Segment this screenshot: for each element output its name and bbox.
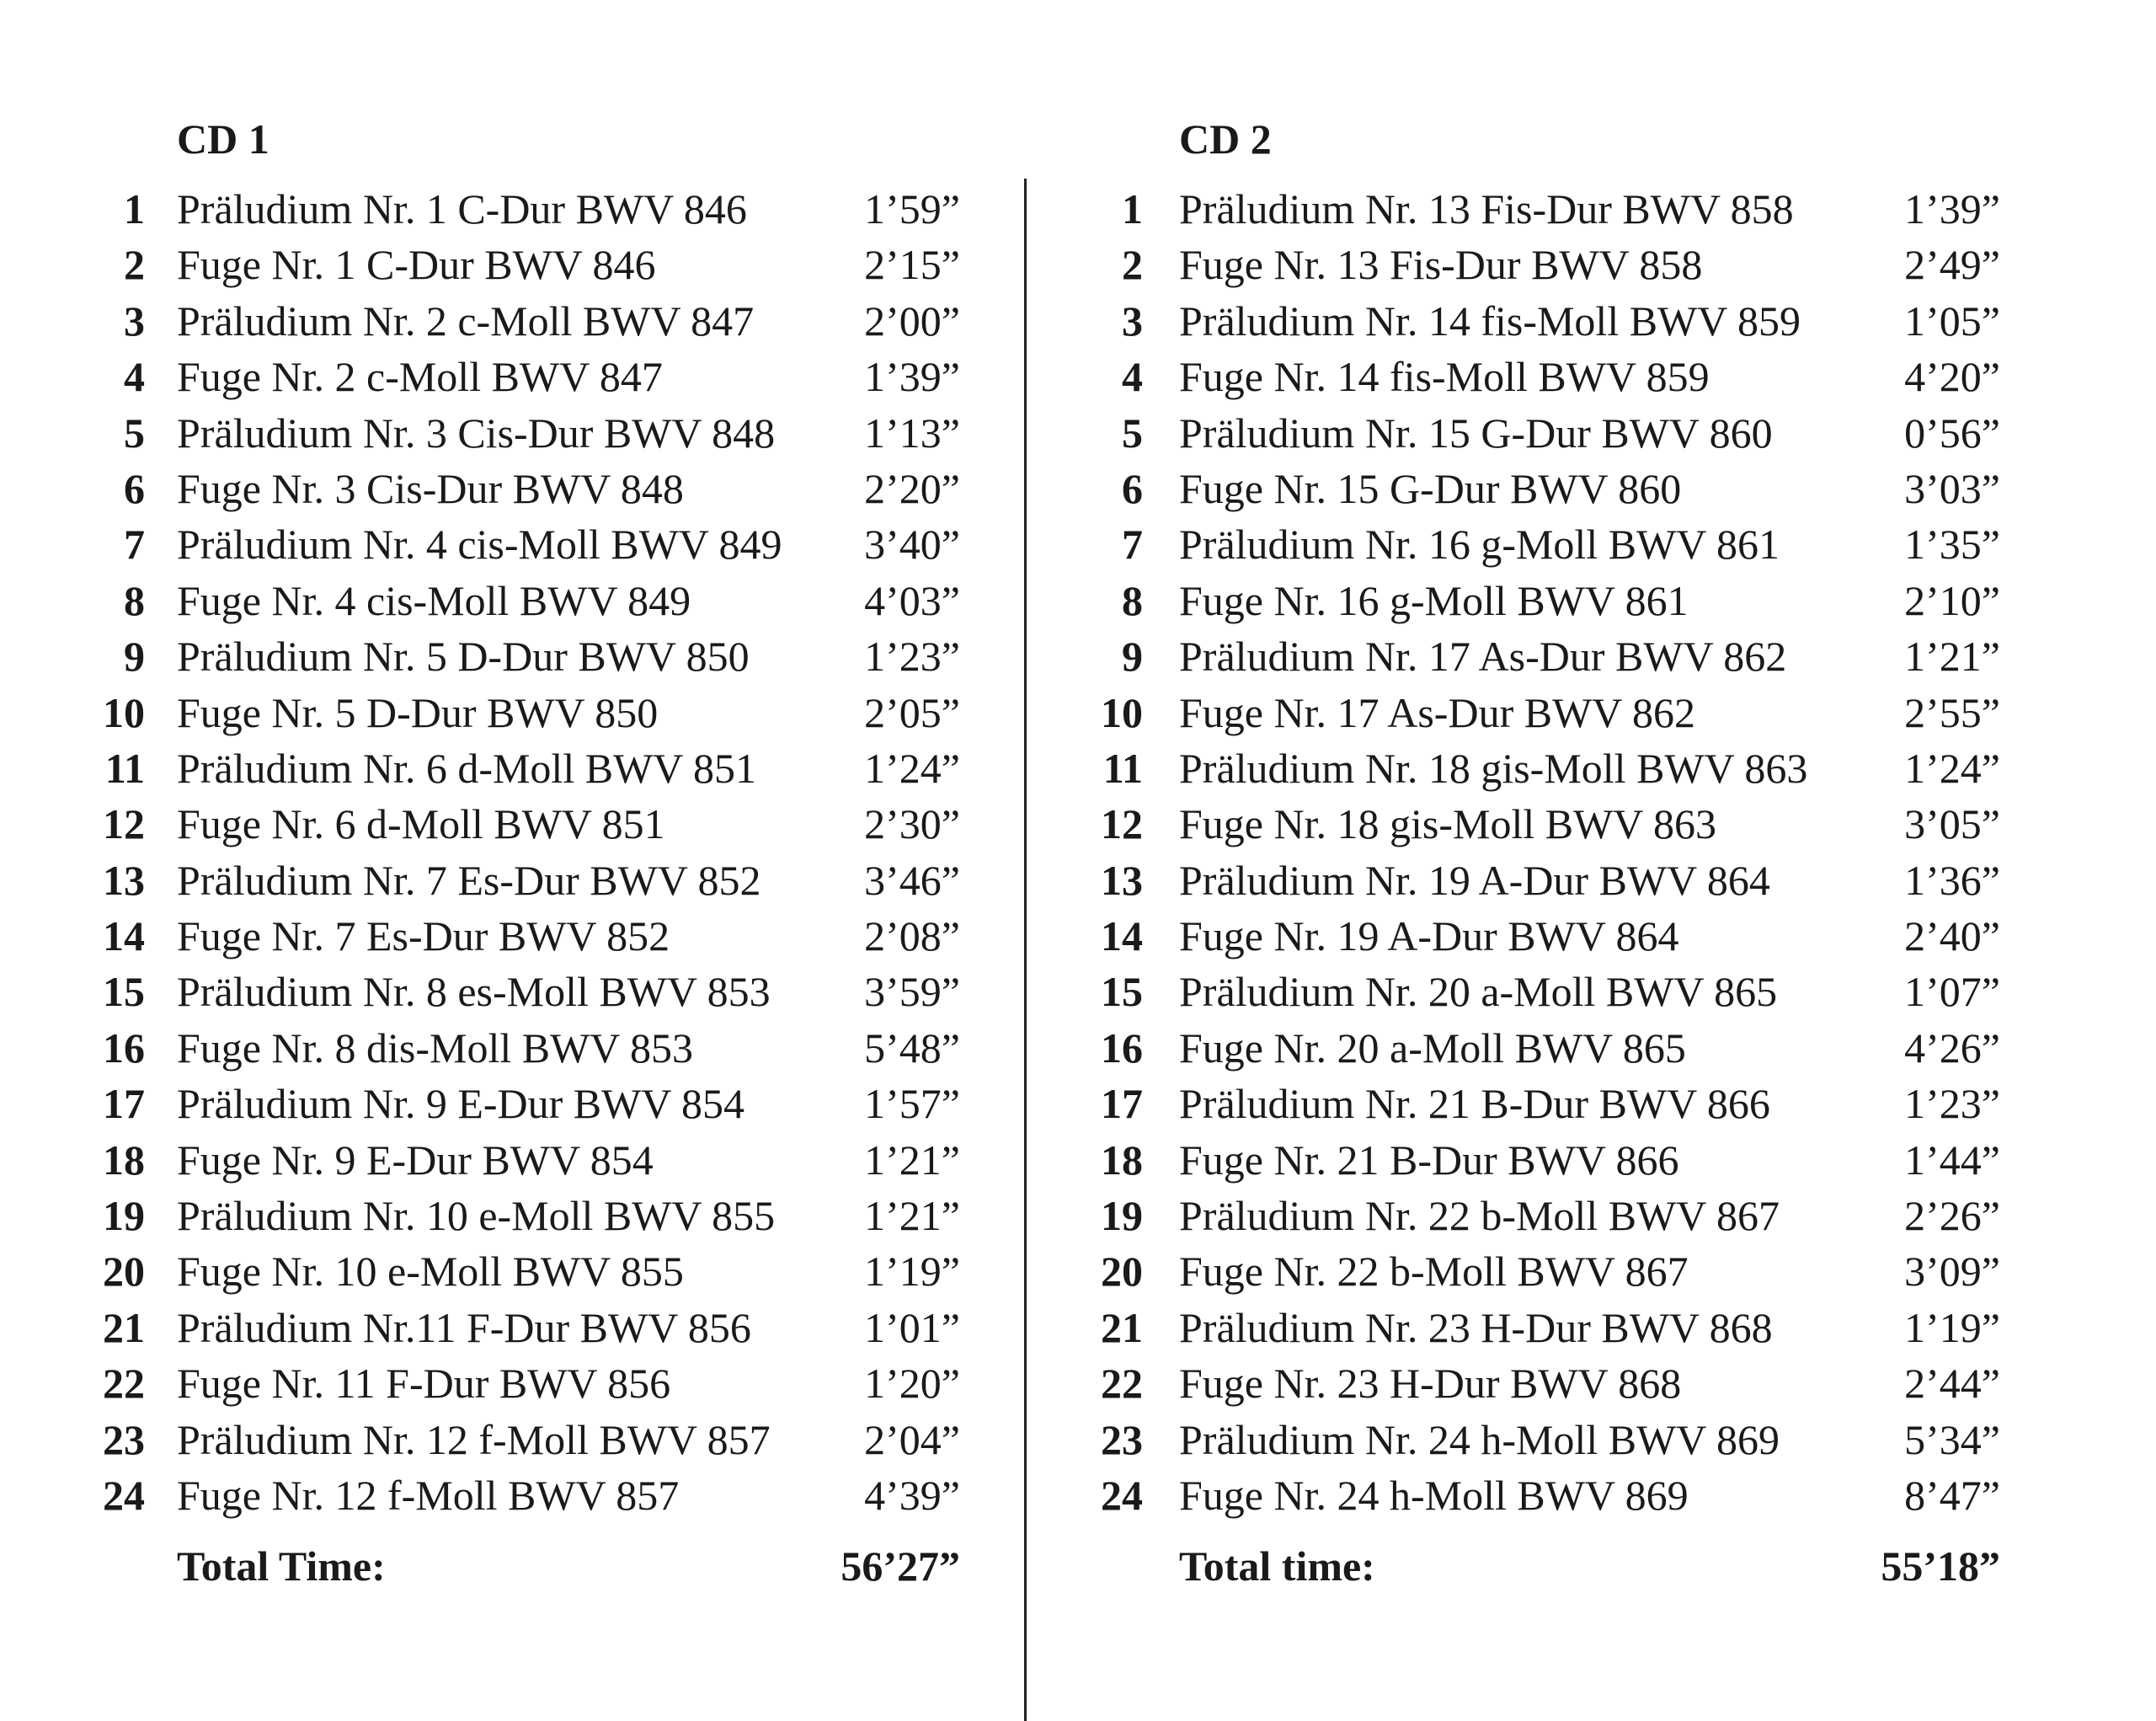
track-row: [1065, 796, 2000, 852]
track-number: 17: [1101, 1080, 1143, 1128]
track-row: [1065, 964, 2000, 1019]
track-row: [1065, 293, 2000, 349]
track-row: [67, 740, 960, 796]
track-title: Fuge Nr. 3 Cis-Dur BWV 848: [177, 464, 684, 512]
track-title: Präludium Nr. 18 gis-Moll BWV 863: [1179, 744, 1808, 792]
track-row: [1065, 1020, 2000, 1076]
track-duration: 4’03”: [864, 576, 960, 624]
track-row: [1065, 1467, 2000, 1523]
track-number: 4: [124, 353, 145, 401]
track-row: [67, 181, 960, 237]
track-duration: 1’21”: [864, 1136, 960, 1184]
track-number: 8: [124, 576, 145, 624]
track-number: 14: [103, 912, 145, 960]
track-row: [1065, 405, 2000, 461]
track-row: [1065, 1188, 2000, 1243]
track-title: Fuge Nr. 4 cis-Moll BWV 849: [177, 576, 691, 624]
track-duration: 2’26”: [1904, 1192, 2000, 1240]
column-divider: [1024, 179, 1027, 1721]
track-title: Fuge Nr. 13 Fis-Dur BWV 858: [1179, 241, 1703, 289]
track-number: 5: [124, 409, 145, 457]
track-duration: 1’44”: [1904, 1136, 2000, 1184]
track-duration: 1’39”: [864, 353, 960, 401]
track-title: Präludium Nr. 13 Fis-Dur BWV 858: [1179, 185, 1794, 232]
track-number: 3: [124, 297, 145, 345]
track-title: Präludium Nr. 20 a-Moll BWV 865: [1179, 968, 1778, 1016]
track-duration: 3’59”: [864, 968, 960, 1016]
track-row: [1065, 1132, 2000, 1188]
track-duration: 1’21”: [864, 1192, 960, 1240]
track-duration: 1’23”: [1904, 1080, 2000, 1128]
track-number: 21: [103, 1303, 145, 1351]
track-duration: 0’56”: [1904, 409, 2000, 457]
track-title: Fuge Nr. 1 C-Dur BWV 846: [177, 241, 656, 289]
track-title: Präludium Nr. 14 fis-Moll BWV 859: [1179, 297, 1801, 345]
track-title: Präludium Nr. 23 H-Dur BWV 868: [1179, 1303, 1773, 1351]
track-title: Fuge Nr. 8 dis-Moll BWV 853: [177, 1024, 693, 1072]
track-title: Fuge Nr. 6 d-Moll BWV 851: [177, 800, 665, 848]
track-number: 24: [1101, 1471, 1143, 1519]
cd1-track-list: [67, 181, 960, 1523]
track-duration: 3’03”: [1904, 464, 2000, 512]
cd1-total-row: [67, 1537, 960, 1595]
track-row: [1065, 1076, 2000, 1131]
track-title: Präludium Nr. 15 G-Dur BWV 860: [1179, 409, 1773, 457]
track-number: 6: [124, 464, 145, 512]
track-row: [1065, 1243, 2000, 1299]
track-number: 20: [103, 1248, 145, 1296]
track-duration: 2’04”: [864, 1415, 960, 1463]
track-row: [67, 349, 960, 404]
track-title: Fuge Nr. 17 As-Dur BWV 862: [1179, 688, 1695, 736]
track-number: 9: [124, 633, 145, 681]
track-title: Fuge Nr. 16 g-Moll BWV 861: [1179, 576, 1689, 624]
track-duration: 1’59”: [864, 185, 960, 232]
track-number: 16: [103, 1024, 145, 1072]
track-title: Präludium Nr. 4 cis-Moll BWV 849: [177, 521, 782, 569]
track-row: [67, 1412, 960, 1467]
track-title: Präludium Nr. 16 g-Moll BWV 861: [1179, 521, 1780, 569]
track-duration: 1’24”: [1904, 744, 2000, 792]
track-duration: 4’26”: [1904, 1024, 2000, 1072]
track-row: [67, 1467, 960, 1523]
track-number: 3: [1122, 297, 1143, 345]
track-title: Fuge Nr. 14 fis-Moll BWV 859: [1179, 353, 1710, 401]
cd1-total-label: Total Time:: [177, 1542, 386, 1590]
track-title: Fuge Nr. 18 gis-Moll BWV 863: [1179, 800, 1716, 848]
track-duration: 8’47”: [1904, 1471, 2000, 1519]
track-row: [1065, 1355, 2000, 1411]
track-number: 12: [1101, 800, 1143, 848]
cd2-total-row: [1065, 1537, 2000, 1595]
cd1-heading: CD 1: [177, 115, 270, 163]
track-number: 18: [1101, 1136, 1143, 1184]
track-title: Präludium Nr. 24 h-Moll BWV 869: [1179, 1415, 1780, 1463]
track-title: Fuge Nr. 21 B-Dur BWV 866: [1179, 1136, 1679, 1184]
track-number: 17: [103, 1080, 145, 1128]
track-number: 16: [1101, 1024, 1143, 1072]
track-title: Fuge Nr. 12 f-Moll BWV 857: [177, 1471, 680, 1519]
track-title: Fuge Nr. 20 a-Moll BWV 865: [1179, 1024, 1686, 1072]
track-number: 24: [103, 1471, 145, 1519]
track-title: Präludium Nr. 1 C-Dur BWV 846: [177, 185, 747, 232]
track-number: 1: [124, 185, 145, 232]
track-duration: 3’09”: [1904, 1248, 2000, 1296]
track-title: Fuge Nr. 2 c-Moll BWV 847: [177, 353, 663, 401]
track-row: [1065, 573, 2000, 628]
cd2-total-time: 55’18”: [1881, 1542, 2000, 1590]
track-duration: 2’49”: [1904, 241, 2000, 289]
track-number: 9: [1122, 633, 1143, 681]
track-number: 13: [1101, 856, 1143, 904]
track-row: [67, 516, 960, 572]
track-duration: 2’20”: [864, 464, 960, 512]
track-title: Präludium Nr. 5 D-Dur BWV 850: [177, 633, 750, 681]
track-duration: 1’23”: [864, 633, 960, 681]
track-duration: 5’48”: [864, 1024, 960, 1072]
track-row: [1065, 461, 2000, 516]
track-duration: 3’40”: [864, 521, 960, 569]
track-row: [67, 1355, 960, 1411]
track-duration: 2’40”: [1904, 912, 2000, 960]
track-duration: 1’19”: [1904, 1303, 2000, 1351]
track-title: Präludium Nr. 10 e-Moll BWV 855: [177, 1192, 776, 1240]
track-title: Präludium Nr. 7 Es-Dur BWV 852: [177, 856, 761, 904]
track-row: [67, 293, 960, 349]
track-duration: 1’20”: [864, 1360, 960, 1408]
track-duration: 1’24”: [864, 744, 960, 792]
cd2-heading: CD 2: [1179, 115, 1272, 163]
track-duration: 1’36”: [1904, 856, 2000, 904]
track-duration: 4’20”: [1904, 353, 2000, 401]
track-number: 22: [103, 1360, 145, 1408]
track-number: 23: [1101, 1415, 1143, 1463]
track-row: [67, 796, 960, 852]
track-duration: 2’00”: [864, 297, 960, 345]
track-duration: 1’35”: [1904, 521, 2000, 569]
track-number: 5: [1122, 409, 1143, 457]
track-title: Präludium Nr. 17 As-Dur BWV 862: [1179, 633, 1787, 681]
track-title: Fuge Nr. 10 e-Moll BWV 855: [177, 1248, 684, 1296]
track-title: Fuge Nr. 5 D-Dur BWV 850: [177, 688, 659, 736]
track-row: [67, 685, 960, 740]
track-title: Präludium Nr. 22 b-Moll BWV 867: [1179, 1192, 1780, 1240]
cd2-track-list: [1065, 181, 2000, 1523]
track-row: [67, 237, 960, 292]
track-number: 19: [1101, 1192, 1143, 1240]
track-row: [67, 852, 960, 908]
track-duration: 1’39”: [1904, 185, 2000, 232]
track-row: [1065, 628, 2000, 684]
track-title: Fuge Nr. 23 H-Dur BWV 868: [1179, 1360, 1682, 1408]
track-row: [67, 1076, 960, 1131]
track-row: [1065, 685, 2000, 740]
track-duration: 1’13”: [864, 409, 960, 457]
cd1-total-time: 56’27”: [841, 1542, 960, 1590]
track-duration: 4’39”: [864, 1471, 960, 1519]
track-number: 7: [1122, 521, 1143, 569]
track-title: Präludium Nr. 21 B-Dur BWV 866: [1179, 1080, 1770, 1128]
track-row: [1065, 852, 2000, 908]
track-title: Fuge Nr. 9 E-Dur BWV 854: [177, 1136, 654, 1184]
track-row: [67, 964, 960, 1019]
track-number: 2: [124, 241, 145, 289]
track-duration: 2’44”: [1904, 1360, 2000, 1408]
track-row: [67, 405, 960, 461]
track-duration: 1’21”: [1904, 633, 2000, 681]
track-number: 7: [124, 521, 145, 569]
track-row: [67, 1243, 960, 1299]
track-title: Präludium Nr.11 F-Dur BWV 856: [177, 1303, 751, 1351]
track-row: [1065, 516, 2000, 572]
track-row: [1065, 908, 2000, 964]
track-duration: 2’30”: [864, 800, 960, 848]
track-number: 14: [1101, 912, 1143, 960]
track-number: 21: [1101, 1303, 1143, 1351]
track-title: Fuge Nr. 22 b-Moll BWV 867: [1179, 1248, 1689, 1296]
track-number: 13: [103, 856, 145, 904]
track-row: [67, 461, 960, 516]
track-number: 15: [103, 968, 145, 1016]
track-duration: 3’05”: [1904, 800, 2000, 848]
track-duration: 5’34”: [1904, 1415, 2000, 1463]
track-duration: 1’01”: [864, 1303, 960, 1351]
track-title: Präludium Nr. 8 es-Moll BWV 853: [177, 968, 771, 1016]
track-duration: 2’15”: [864, 241, 960, 289]
track-number: 10: [1101, 688, 1143, 736]
track-number: 18: [103, 1136, 145, 1184]
track-title: Präludium Nr. 6 d-Moll BWV 851: [177, 744, 756, 792]
track-duration: 2’10”: [1904, 576, 2000, 624]
track-row: [1065, 349, 2000, 404]
track-number: 10: [103, 688, 145, 736]
track-number: 1: [1122, 185, 1143, 232]
track-number: 19: [103, 1192, 145, 1240]
track-duration: 2’55”: [1904, 688, 2000, 736]
track-number: 15: [1101, 968, 1143, 1016]
track-duration: 1’05”: [1904, 297, 2000, 345]
track-title: Fuge Nr. 15 G-Dur BWV 860: [1179, 464, 1682, 512]
track-number: 8: [1122, 576, 1143, 624]
track-number: 6: [1122, 464, 1143, 512]
track-row: [67, 1132, 960, 1188]
track-duration: 2’08”: [864, 912, 960, 960]
track-number: 20: [1101, 1248, 1143, 1296]
track-title: Präludium Nr. 3 Cis-Dur BWV 848: [177, 409, 776, 457]
track-number: 12: [103, 800, 145, 848]
track-title: Fuge Nr. 19 A-Dur BWV 864: [1179, 912, 1679, 960]
track-row: [67, 1300, 960, 1355]
track-title: Präludium Nr. 2 c-Moll BWV 847: [177, 297, 755, 345]
track-row: [67, 1188, 960, 1243]
track-duration: 3’46”: [864, 856, 960, 904]
track-row: [1065, 1412, 2000, 1467]
track-title: Präludium Nr. 19 A-Dur BWV 864: [1179, 856, 1770, 904]
track-duration: 2’05”: [864, 688, 960, 736]
track-number: 23: [103, 1415, 145, 1463]
track-title: Präludium Nr. 12 f-Moll BWV 857: [177, 1415, 771, 1463]
track-number: 11: [1102, 744, 1143, 792]
track-number: 22: [1101, 1360, 1143, 1408]
track-title: Präludium Nr. 9 E-Dur BWV 854: [177, 1080, 745, 1128]
track-number: 11: [104, 744, 145, 792]
cd2-total-label: Total time:: [1179, 1542, 1375, 1590]
track-title: Fuge Nr. 24 h-Moll BWV 869: [1179, 1471, 1689, 1519]
track-title: Fuge Nr. 7 Es-Dur BWV 852: [177, 912, 670, 960]
track-duration: 1’07”: [1904, 968, 2000, 1016]
track-row: [67, 1020, 960, 1076]
track-number: 2: [1122, 241, 1143, 289]
track-title: Fuge Nr. 11 F-Dur BWV 856: [177, 1360, 671, 1408]
track-row: [1065, 181, 2000, 237]
track-row: [67, 628, 960, 684]
track-row: [67, 908, 960, 964]
track-duration: 1’19”: [864, 1248, 960, 1296]
track-duration: 1’57”: [864, 1080, 960, 1128]
track-row: [1065, 1300, 2000, 1355]
track-row: [67, 573, 960, 628]
track-row: [1065, 740, 2000, 796]
track-number: 4: [1122, 353, 1143, 401]
track-row: [1065, 237, 2000, 292]
